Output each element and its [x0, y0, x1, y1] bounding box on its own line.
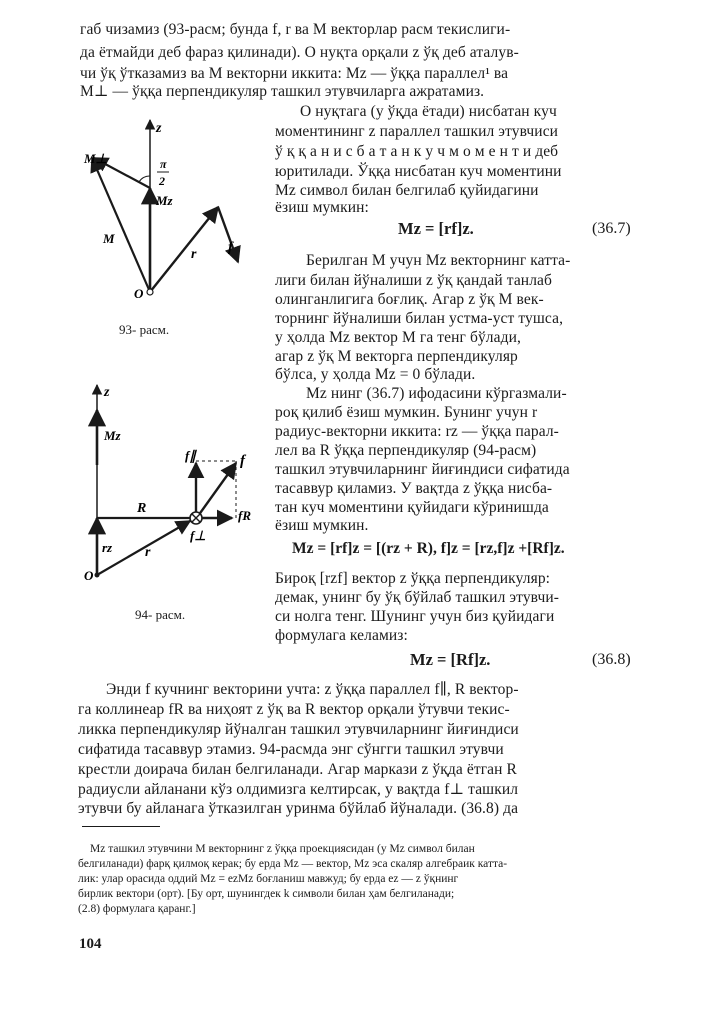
- equation-number: (36.8): [592, 651, 631, 668]
- footnote-line: бирлик вектори (орт). [Бу орт, шунингдек k символи билан ҳам белгиланади;: [78, 888, 455, 900]
- label-f-parallel: f∥: [185, 448, 196, 463]
- text-line: M⊥ — ўққа перпендикуляр ташкил этувчиларга ажратамиз.: [80, 83, 485, 100]
- label-r: r: [191, 247, 197, 262]
- text-line: Энди f кучнинг векторини учта: z ўққа параллел f∥, R вектор-: [106, 681, 519, 698]
- label-f: f: [228, 240, 233, 255]
- text-line: моментининг z параллел ташкил этувчиси: [275, 123, 559, 140]
- label-z: z: [156, 121, 162, 136]
- text-line: формулага келамиз:: [275, 627, 408, 644]
- text-line: тан куч моментини қуйидаги кўринишда: [275, 499, 549, 516]
- text-line: ёзиш мумкин:: [275, 199, 369, 216]
- vector-f: [198, 463, 236, 516]
- page-number: 104: [79, 936, 102, 952]
- text-line: ў қ қ а н и с б а т а н к у ч м о м е н т и деб: [275, 143, 559, 160]
- footnote-line: лик: улар орасида оддий Mz = ezMz боғланиш мавжуд; бу ерда ez — z ўқнинг: [78, 873, 459, 885]
- figure-94-caption: 94- расм.: [135, 607, 186, 622]
- text-line: лел ва R ўққа перпендикуляр (94-расм): [275, 442, 537, 459]
- figure-94: [60, 370, 270, 600]
- equation-36-8: Mz = [Rf]z.: [410, 650, 491, 669]
- text-line: этувчи бу айланага ўтказилган уринма бўйлаб йўналади. (36.8) да: [78, 800, 519, 817]
- text-line: лиги билан йўналиши z ўқ қандай танлаб: [275, 272, 553, 289]
- text-line: сифатида тасаввур этамиз. 94-расмда энг сўнгги ташкил этувчи: [78, 741, 504, 758]
- label-z: z: [104, 385, 110, 400]
- origin-point: [147, 289, 153, 295]
- label-angle-num: π: [160, 157, 167, 171]
- text-line: крестли доирача билан белгиланади. Агар маркази z ўқда ётган R: [78, 761, 517, 778]
- text-line: олинганлигига боғлиқ. Агар z ўқ M век-: [275, 291, 544, 308]
- label-Mz: Mz: [156, 193, 173, 208]
- figure-93-caption: 93- расм.: [119, 322, 170, 337]
- text-line: габ чизамиз (93-расм; бунда f, r ва M векторлар расм текислиги-: [80, 21, 511, 38]
- label-f-perp: f⊥: [190, 528, 206, 543]
- vector-r: [150, 207, 218, 292]
- label-O: O: [84, 568, 94, 583]
- text-line: да ётмайди деб фараз қилинади). O нуқта орқали z ўқ деб аталув-: [80, 44, 519, 61]
- text-line: си нолга тенг. Шунинг учун биз қуйидаги: [275, 608, 555, 625]
- text-line: радиусли айланани кўз олдимизга келтирсак, у вақтда f⊥ ташкил: [78, 781, 519, 798]
- label-M: M: [103, 231, 115, 246]
- label-R: R: [137, 501, 147, 516]
- text-line: ёзиш мумкин.: [275, 517, 369, 534]
- label-fR: fR: [238, 508, 251, 523]
- text-line: O нуқтага (у ўқда ётади) нисбатан куч: [300, 103, 557, 120]
- equation-expansion: Mz = [rf]z = [(rz + R), f]z = [rz,f]z +[Rf]z.: [292, 540, 565, 557]
- text-line: торнинг йўналиши билан устма-уст тушса,: [275, 310, 564, 327]
- label-rz: rz: [102, 540, 113, 555]
- label-Mz: Mz: [104, 428, 121, 443]
- label-angle-den: 2: [159, 174, 165, 188]
- text-line: агар z ўқ M векторга перпендикуляр: [275, 348, 518, 365]
- text-line: тасаввур қиламиз. У вақтда z ўққа нисба-: [275, 480, 553, 497]
- text-line: чи ўқ ўтказамиз ва M векторни иккита: Mz — ўққа параллел¹ ва: [80, 65, 509, 82]
- text-line: га коллинеар fR ва ниҳоят z ўқ ва R вектор орқали ўтувчи текис-: [78, 701, 510, 718]
- text-line: ликка перпендикуляр йўналган ташкил этувчиларнинг йиғиндиси: [78, 721, 519, 738]
- text-line: Mz символ билан белгилаб қуйидагини: [275, 182, 539, 199]
- text-line: роқ қилиб ёзиш мумкин. Бунинг учун r: [275, 404, 538, 421]
- text-line: Берилган M учун Mz векторнинг катта-: [306, 252, 571, 269]
- origin-point: [95, 573, 100, 578]
- figure-93: [60, 95, 270, 325]
- equation-36-7: Mz = [rf]z.: [398, 219, 474, 238]
- right-angle-arc: [139, 176, 150, 182]
- label-M-perp: M⊥: [84, 151, 107, 166]
- label-r: r: [145, 545, 151, 560]
- text-line: бўлса, у ҳолда Mz = 0 бўлади.: [275, 366, 476, 383]
- footnote-rule: [82, 826, 160, 827]
- label-f: f: [240, 453, 245, 469]
- footnote-line: Mz ташкил этувчини M векторнинг z ўққа проекциясидан (у Mz символ билан: [90, 843, 475, 855]
- text-line: радиус-векторни иккита: rz — ўққа парал-: [275, 423, 559, 440]
- footnote-line: белгиланади) фарқ қилмоқ керак; бу ерда Mz — вектор, Mz эса скаляр алгебраик катта-: [78, 858, 508, 870]
- text-line: демак, унинг бу ўқ бўйлаб ташкил этувчи-: [275, 589, 560, 606]
- text-line: у ҳолда Mz вектор M га тенг бўлади,: [275, 329, 521, 346]
- vector-M: [92, 158, 150, 292]
- equation-number: (36.7): [592, 220, 631, 237]
- text-line: ташкил этувчиларнинг йиғиндиси сифатида: [275, 461, 570, 478]
- text-line: юритилади. Ўққа нисбатан куч моментини: [275, 163, 562, 180]
- text-line: Mz нинг (36.7) ифодасини кўргазмали-: [306, 385, 567, 402]
- label-O: O: [134, 286, 144, 301]
- footnote-line: (2.8) формулага қаранг.]: [78, 903, 196, 915]
- text-line: Бироқ [rzf] вектор z ўққа перпендикуляр:: [275, 570, 551, 587]
